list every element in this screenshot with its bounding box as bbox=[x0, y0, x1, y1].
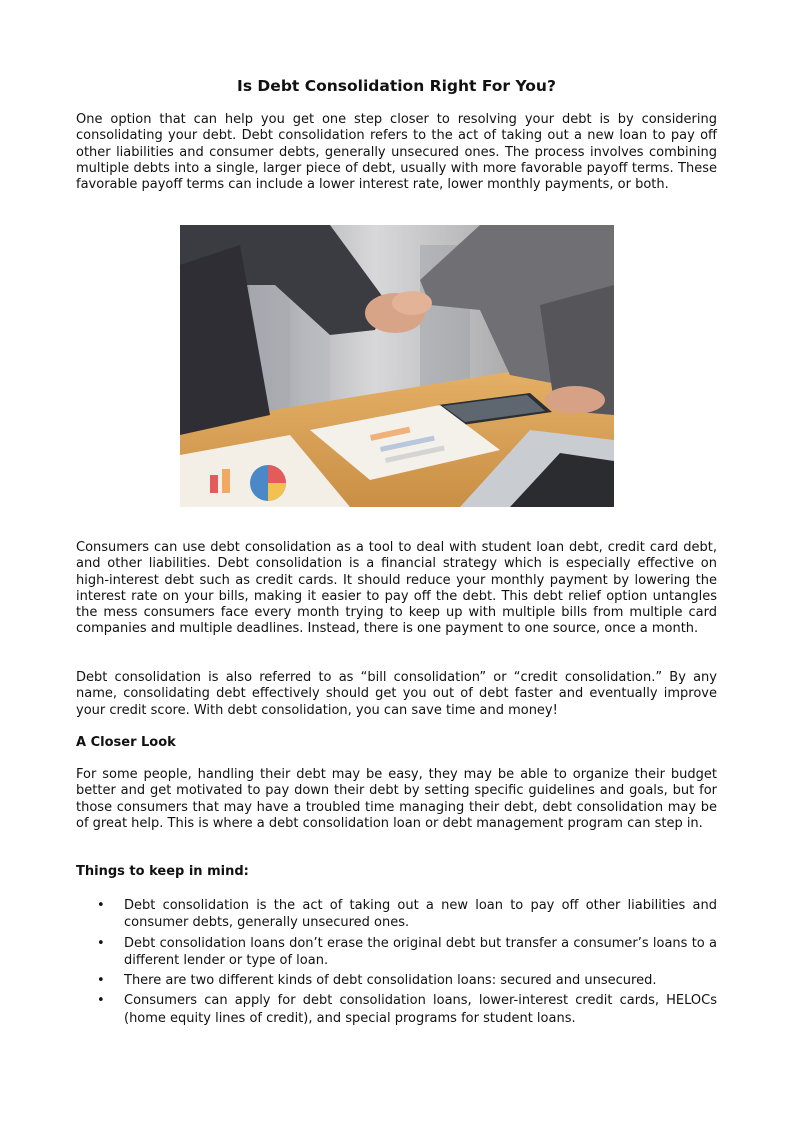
keep-in-mind-heading: Things to keep in mind: bbox=[76, 864, 249, 879]
body-paragraph-3: For some people, handling their debt may be easy, they may be able to organize their budget better and get motivated to pay down their debt by setting specific guidelines and goals, but for those consumers that may have a troubled time managing their debt, debt consolidation may be of great help. This is where a debt consolidation loan or debt management program can step in. bbox=[76, 767, 717, 831]
closer-look-heading: A Closer Look bbox=[76, 735, 176, 750]
list-item-text: Debt consolidation loans don’t erase the original debt but transfer a consumer’s loans to a different lender or type of loan. bbox=[124, 935, 717, 968]
handshake-photo bbox=[180, 225, 614, 507]
list-item-text: There are two different kinds of debt consolidation loans: secured and unsecured. bbox=[124, 973, 657, 989]
intro-paragraph: One option that can help you get one step closer to resolving your debt is by considering consolidating your debt. Debt consolidation refers to the act of taking out a new loan to pay off other liabilities and consumer debts, generally unsecured ones. The process involves combining multiple debts into a single, larger piece of debt, usually with more favorable payoff terms. These favorable payoff terms can include a lower interest rate, lower monthly payments, or both. bbox=[76, 112, 717, 193]
body-paragraph-1: Consumers can use debt consolidation as a tool to deal with student loan debt, credit card debt, and other liabilities. Debt consolidation is a financial strategy which is especially effective on high-interest debt such as credit cards. It should reduce your monthly payment by lowering the interest rate on your bills, making it easier to pay off the debt. This debt relief option untangles the mess consumers face every month trying to keep up with multiple bills from multiple card companies and multiple deadlines. Instead, there is one payment to one source, once a month. bbox=[76, 540, 717, 637]
bullet-icon: • bbox=[97, 973, 105, 989]
keep-in-mind-list bbox=[76, 897, 717, 1030]
bullet-icon: • bbox=[97, 993, 105, 1009]
page-title: Is Debt Consolidation Right For You? bbox=[237, 77, 556, 95]
bullet-icon: • bbox=[97, 898, 105, 913]
list-item bbox=[76, 992, 717, 1027]
list-item-text: Debt consolidation is the act of taking out a new loan to pay off other liabilities and consumer debts, generally unsecured ones. bbox=[124, 898, 717, 931]
bullet-icon: • bbox=[97, 935, 105, 951]
list-item bbox=[76, 935, 717, 970]
list-item bbox=[76, 972, 717, 989]
list-item-text: Consumers can apply for debt consolidation loans, lower-interest credit cards, HELOCs (home equity lines of credit), and special programs for student loans. bbox=[124, 993, 717, 1026]
list-item bbox=[76, 897, 717, 932]
body-paragraph-2: Debt consolidation is also referred to as “bill consolidation” or “credit consolidation.” By any name, consolidating debt effectively should get you out of debt faster and eventually improve your credit score. With debt consolidation, you can save time and money! bbox=[76, 670, 717, 718]
